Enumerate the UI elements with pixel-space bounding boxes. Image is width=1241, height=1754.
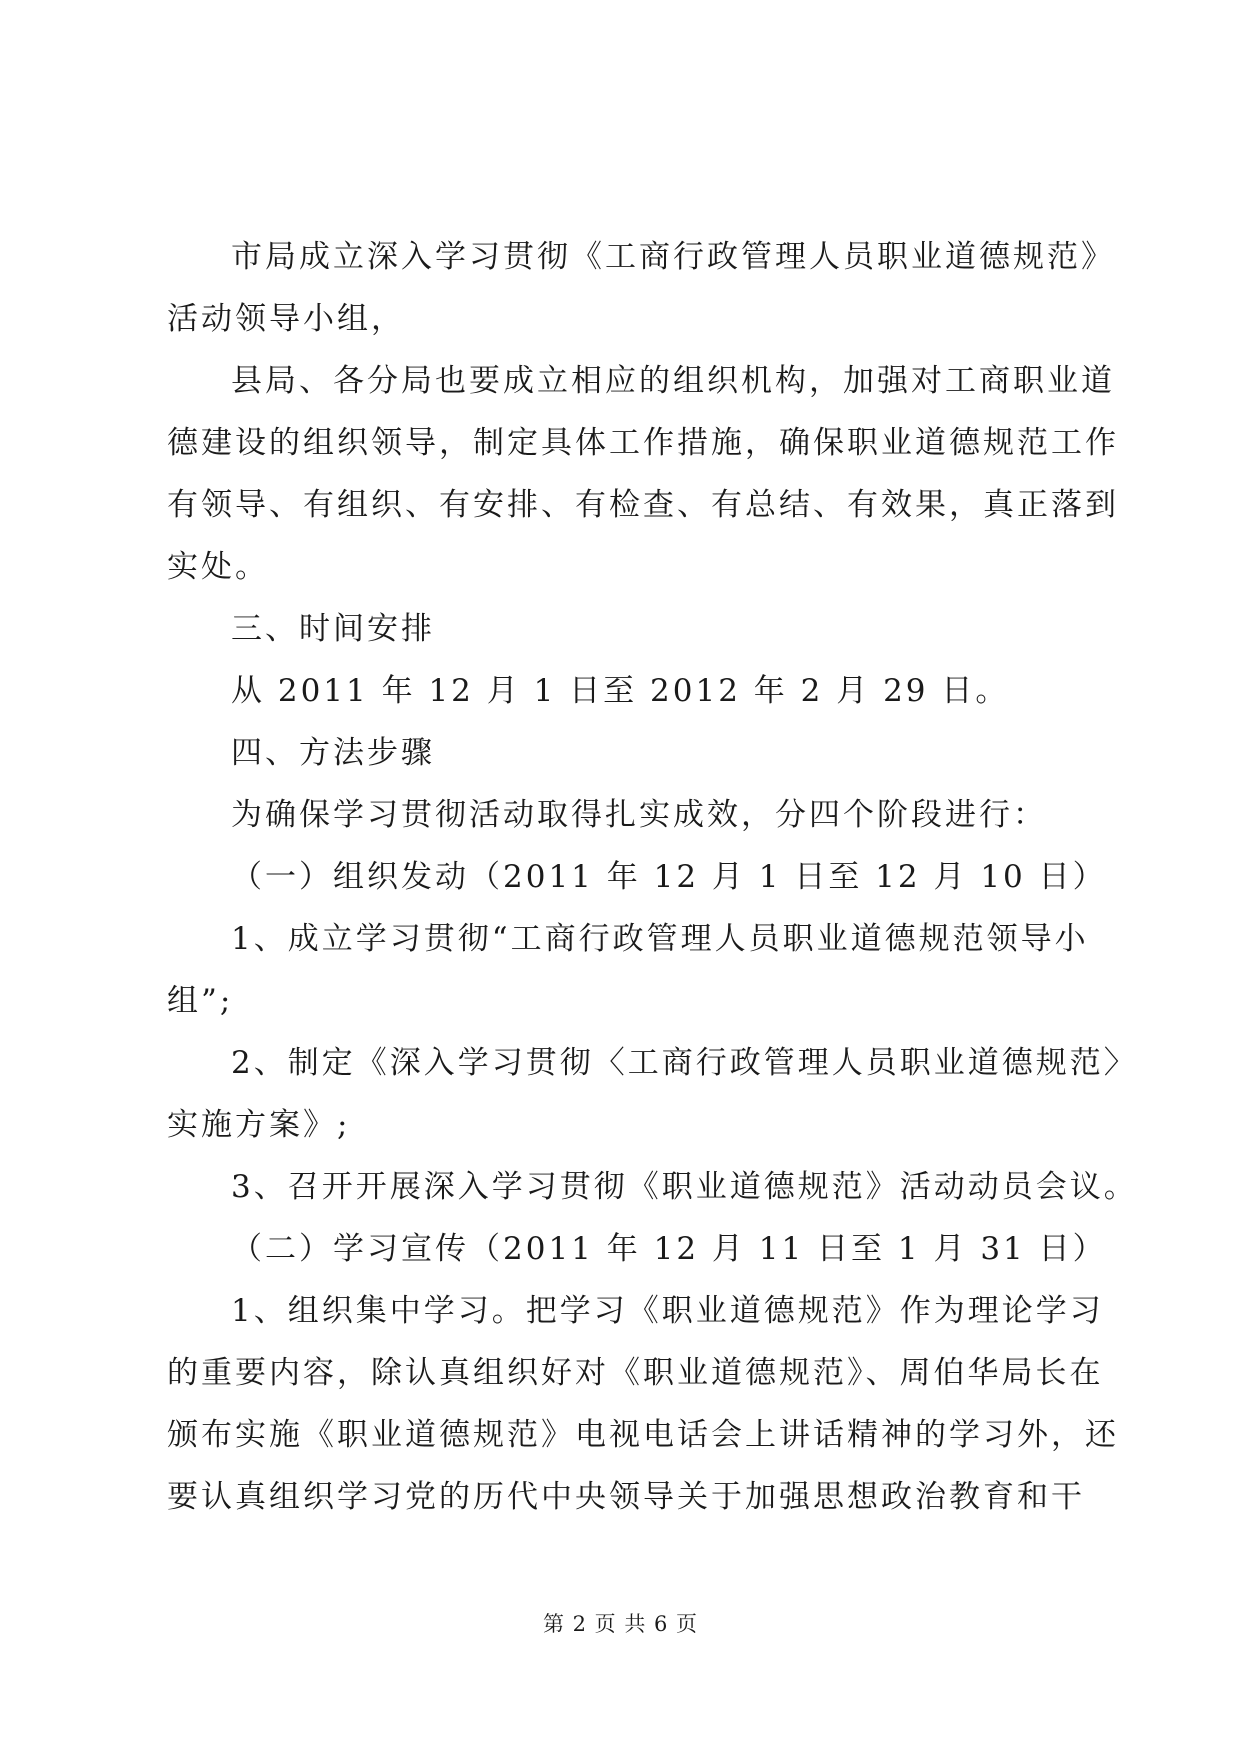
text-line: 组”;	[167, 983, 234, 1019]
text-line: 3、召开开展深入学习贯彻《职业道德规范》活动动员会议。	[231, 1169, 1138, 1205]
text-line: 的重要内容，除认真组织好对《职业道德规范》、周伯华局长在	[167, 1355, 1104, 1391]
document-body	[167, 226, 1138, 1528]
text-line: 活动领导小组，	[167, 301, 405, 337]
text-line: 德建设的组织领导，制定具体工作措施，确保职业道德规范工作	[167, 425, 1119, 461]
text-line: 从 2011 年 12 月 1 日至 2012 年 2 月 29 日。	[231, 673, 1010, 709]
text-line: 要认真组织学习党的历代中央领导关于加强思想政治教育和干	[167, 1479, 1085, 1515]
text-line: 有领导、有组织、有安排、有检查、有总结、有效果，真正落到	[167, 487, 1119, 523]
section-heading: 三、时间安排	[231, 611, 435, 647]
section-heading: 四、方法步骤	[231, 735, 435, 771]
text-line: 县局、各分局也要成立相应的组织机构，加强对工商职业道	[231, 363, 1115, 399]
text-line: 市局成立深入学习贯彻《工商行政管理人员职业道德规范》	[231, 239, 1115, 275]
subsection-heading: （一）组织发动（2011 年 12 月 1 日至 12 月 10 日）	[231, 859, 1107, 895]
text-line: 实处。	[167, 549, 269, 585]
text-line: 2、制定《深入学习贯彻〈工商行政管理人员职业道德规范〉	[231, 1045, 1138, 1081]
text-line: 实施方案》;	[167, 1107, 351, 1143]
text-line: 1、成立学习贯彻“工商行政管理人员职业道德规范领导小	[231, 921, 1089, 957]
page-number-footer: 第 2 页 共 6 页	[542, 1612, 699, 1636]
text-line: 为确保学习贯彻活动取得扎实成效，分四个阶段进行：	[231, 797, 1047, 833]
text-line: 颁布实施《职业道德规范》电视电话会上讲话精神的学习外，还	[167, 1417, 1119, 1453]
text-line: 1、组织集中学习。把学习《职业道德规范》作为理论学习	[231, 1293, 1104, 1329]
subsection-heading: （二）学习宣传（2011 年 12 月 11 日至 1 月 31 日）	[231, 1231, 1107, 1267]
